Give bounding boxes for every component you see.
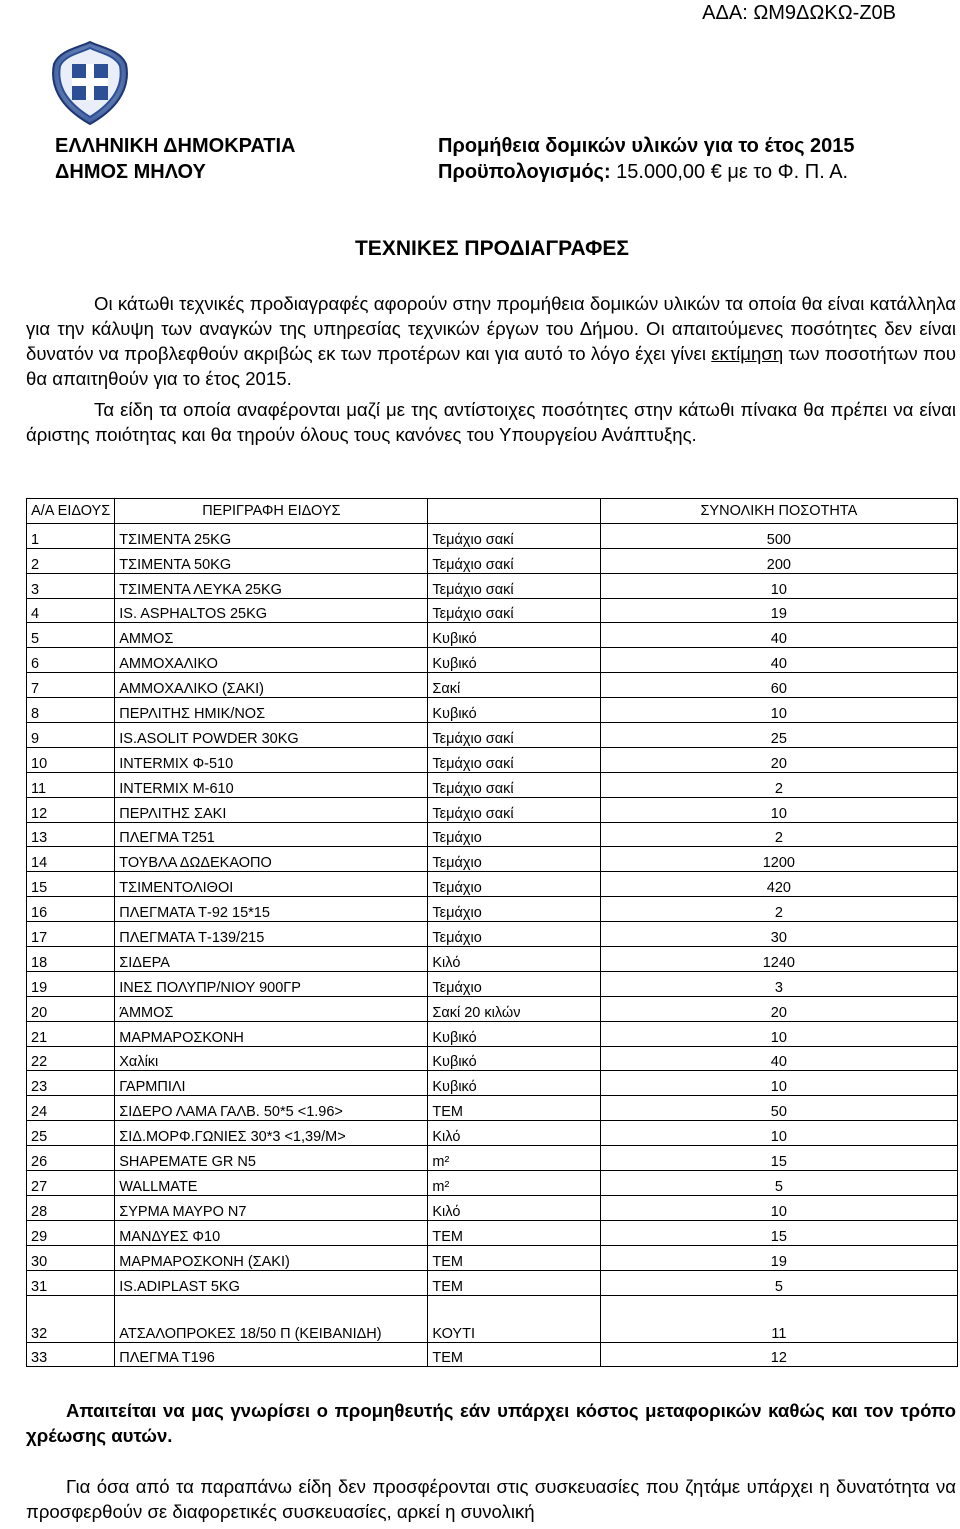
row-description: ΤΣΙΜΕΝΤΟΛΙΘΟΙ	[115, 872, 428, 897]
table-row	[27, 772, 958, 797]
row-unit: Κυβικό	[428, 648, 600, 673]
row-index: 30	[27, 1245, 115, 1270]
table-row	[27, 648, 958, 673]
row-quantity: 10	[600, 797, 957, 822]
row-quantity: 20	[600, 996, 957, 1021]
table-row	[27, 523, 958, 548]
row-quantity: 30	[600, 922, 957, 947]
row-quantity: 10	[600, 1195, 957, 1220]
row-unit: ΤΕΜ	[428, 1342, 600, 1367]
table-row	[27, 598, 958, 623]
row-index: 24	[27, 1096, 115, 1121]
row-description: ΜΑΝΔΥΕΣ Φ10	[115, 1220, 428, 1245]
row-quantity: 15	[600, 1146, 957, 1171]
table-row	[27, 1021, 958, 1046]
row-quantity: 10	[600, 1121, 957, 1146]
row-unit: Κυβικό	[428, 1071, 600, 1096]
intro-paragraph	[26, 291, 956, 391]
row-quantity: 40	[600, 1046, 957, 1071]
table-row	[27, 673, 958, 698]
row-description: ΠΕΡΛΙΤΗΣ ΣΑΚΙ	[115, 797, 428, 822]
row-index: 18	[27, 947, 115, 972]
row-index: 9	[27, 723, 115, 748]
row-description: ΣΙΔ.ΜΟΡΦ.ΓΩΝΙΕΣ 30*3 <1,39/Μ>	[115, 1121, 428, 1146]
row-index: 1	[27, 523, 115, 548]
row-unit: Σακί	[428, 673, 600, 698]
row-quantity: 12	[600, 1342, 957, 1367]
table-row	[27, 1096, 958, 1121]
row-unit: m²	[428, 1146, 600, 1171]
row-unit: ΤΕΜ	[428, 1220, 600, 1245]
row-unit: Κυβικό	[428, 1046, 600, 1071]
row-quantity: 5	[600, 1270, 957, 1295]
row-unit: Κυβικό	[428, 623, 600, 648]
row-index: 21	[27, 1021, 115, 1046]
row-description: INTERMIX M-610	[115, 772, 428, 797]
row-index: 31	[27, 1270, 115, 1295]
row-index: 29	[27, 1220, 115, 1245]
row-unit: Κιλό	[428, 1195, 600, 1220]
row-unit: Τεμάχιο σακί	[428, 723, 600, 748]
row-unit: Τεμάχιο σακί	[428, 523, 600, 548]
row-index: 22	[27, 1046, 115, 1071]
intro-text-a: Οι κάτωθι τεχνικές προδιαγραφές αφορούν στην προμήθεια δομικών υλικών τα οποία θα είναι κατάλληλα για την κάλυψη των αναγκών της υπηρεσίας τεχνικών έργων του Δήμου. Οι απαιτούμενες ποσότητες δεν είναι δυνατόν να προβλεφθούν ακριβώς εκ των προτέρων και για αυτό το λόγο έχει γίνει	[26, 293, 956, 364]
greek-emblem-icon	[50, 40, 130, 126]
row-unit: Κυβικό	[428, 698, 600, 723]
row-unit: Τεμάχιο σακί	[428, 772, 600, 797]
table-row	[27, 1220, 958, 1245]
row-quantity: 200	[600, 548, 957, 573]
issuer-country: ΕΛΛΗΝΙΚΗ ΔΗΜΟΚΡΑΤΙΑ	[55, 135, 296, 157]
row-unit: Τεμάχιο	[428, 822, 600, 847]
table-row	[27, 897, 958, 922]
row-description: ΙΝΕΣ ΠΟΛΥΠΡ/ΝΙΟΥ 900ΓΡ	[115, 971, 428, 996]
row-quantity: 2	[600, 822, 957, 847]
row-index: 28	[27, 1195, 115, 1220]
table-row	[27, 922, 958, 947]
row-description: ΣΙΔΕΡΟ ΛΑΜΑ ΓΑΛΒ. 50*5 <1.96>	[115, 1096, 428, 1121]
row-description: ΠΛΕΓΜΑ Τ251	[115, 822, 428, 847]
row-quantity: 40	[600, 648, 957, 673]
row-description: INTERMIX Φ-510	[115, 747, 428, 772]
row-description: ΑΜΜΟΧΑΛΙΚΟ (ΣΑΚΙ)	[115, 673, 428, 698]
header-description: ΠΕΡΙΓΡΑΦΗ ΕΙΔΟΥΣ	[115, 499, 428, 524]
table-row	[27, 947, 958, 972]
row-index: 2	[27, 548, 115, 573]
row-quantity: 10	[600, 1021, 957, 1046]
row-index: 7	[27, 673, 115, 698]
row-description: IS.ASOLIT POWDER 30KG	[115, 723, 428, 748]
table-row	[27, 847, 958, 872]
row-index: 17	[27, 922, 115, 947]
table-row	[27, 1245, 958, 1270]
row-description: IS. ASPHALTOS 25KG	[115, 598, 428, 623]
budget-value: 15.000,00 € με το Φ. Π. Α.	[610, 161, 849, 183]
transport-cost-note: Απαιτείται να μας γνωρίσει ο προμηθευτής εάν υπάρχει κόστος μεταφορικών καθώς και τον τρόπο χρέωσης αυτών.	[26, 1400, 956, 1446]
row-unit: Τεμάχιο	[428, 872, 600, 897]
table-row	[27, 1071, 958, 1096]
table-row	[27, 1342, 958, 1367]
row-unit: Κιλό	[428, 947, 600, 972]
row-index: 20	[27, 996, 115, 1021]
header-unit	[428, 499, 600, 524]
row-description: ΣΙΔΕΡΑ	[115, 947, 428, 972]
row-unit: Τεμάχιο σακί	[428, 598, 600, 623]
table-row	[27, 723, 958, 748]
row-index: 13	[27, 822, 115, 847]
row-description: ΤΣΙΜΕΝΤΑ ΛΕΥΚΑ 25KG	[115, 573, 428, 598]
row-quantity: 15	[600, 1220, 957, 1245]
table-row	[27, 996, 958, 1021]
row-description: ΓΑΡΜΠΙΛΙ	[115, 1071, 428, 1096]
row-index: 5	[27, 623, 115, 648]
row-index: 33	[27, 1342, 115, 1367]
row-index: 14	[27, 847, 115, 872]
row-quantity: 1200	[600, 847, 957, 872]
row-description: ΠΛΕΓΜΑ Τ196	[115, 1342, 428, 1367]
row-description: WALLMATE	[115, 1171, 428, 1196]
row-unit: Σακί 20 κιλών	[428, 996, 600, 1021]
row-description: ΤΟΥΒΛΑ ΔΩΔΕΚΑΟΠΟ	[115, 847, 428, 872]
row-quantity: 50	[600, 1096, 957, 1121]
row-unit: Τεμάχιο σακί	[428, 797, 600, 822]
row-unit: ΤΕΜ	[428, 1270, 600, 1295]
row-index: 12	[27, 797, 115, 822]
table-row	[27, 623, 958, 648]
row-quantity: 2	[600, 897, 957, 922]
row-unit: ΚΟΥΤΙ	[428, 1295, 600, 1342]
table-row	[27, 1121, 958, 1146]
row-quantity: 40	[600, 623, 957, 648]
table-header-row	[27, 499, 958, 524]
row-quantity: 25	[600, 723, 957, 748]
table-row	[27, 573, 958, 598]
row-index: 11	[27, 772, 115, 797]
row-index: 3	[27, 573, 115, 598]
intro-underlined-word: εκτίμηση	[711, 343, 784, 364]
row-quantity: 500	[600, 523, 957, 548]
row-quantity: 420	[600, 872, 957, 897]
row-unit: Τεμάχιο σακί	[428, 548, 600, 573]
row-quantity: 5	[600, 1171, 957, 1196]
row-index: 16	[27, 897, 115, 922]
row-unit: Τεμάχιο σακί	[428, 747, 600, 772]
row-description: ΆΜΜΟΣ	[115, 996, 428, 1021]
row-description: ΠΛΕΓΜΑΤΑ Τ-92 15*15	[115, 897, 428, 922]
row-unit: Τεμάχιο	[428, 847, 600, 872]
table-row	[27, 747, 958, 772]
row-unit: m²	[428, 1171, 600, 1196]
row-description: ΑΤΣΑΛΟΠΡΟΚΕΣ 18/50 Π (ΚΕΙΒΑΝΙΔΗ)	[115, 1295, 428, 1342]
row-quantity: 20	[600, 747, 957, 772]
table-row	[27, 971, 958, 996]
row-unit: ΤΕΜ	[428, 1096, 600, 1121]
row-description: ΣΥΡΜΑ ΜΑΥΡΟ Ν7	[115, 1195, 428, 1220]
packaging-note: Για όσα από τα παραπάνω είδη δεν προσφέρονται στις συσκευασίες που ζητάμε υπάρχει η δυνατότητα να προσφερθούν σε διαφορετικές συσκευασίες, αρκεί η συνολική	[26, 1476, 956, 1522]
ada-code: ΑΔΑ: ΩΜ9ΔΩΚΩ-Ζ0Β	[702, 2, 896, 24]
row-index: 8	[27, 698, 115, 723]
row-unit: ΤΕΜ	[428, 1245, 600, 1270]
issuer-block	[55, 133, 296, 185]
row-quantity: 19	[600, 1245, 957, 1270]
row-unit: Τεμάχιο	[428, 897, 600, 922]
issuer-municipality: ΔΗΜΟΣ ΜΗΛΟΥ	[55, 161, 206, 183]
row-index: 10	[27, 747, 115, 772]
row-description: ΑΜΜΟΣ	[115, 623, 428, 648]
row-index: 6	[27, 648, 115, 673]
row-index: 15	[27, 872, 115, 897]
procurement-title: Προμήθεια δομικών υλικών για το έτος 2015	[438, 135, 855, 157]
row-quantity: 11	[600, 1295, 957, 1342]
budget-label: Προϋπολογισμός:	[438, 161, 611, 183]
row-index: 27	[27, 1171, 115, 1196]
row-unit: Τεμάχιο	[428, 971, 600, 996]
row-unit: Τεμάχιο σακί	[428, 573, 600, 598]
row-description: ΑΜΜΟΧΑΛΙΚΟ	[115, 648, 428, 673]
page-title: ΤΕΧΝΙΚΕΣ ΠΡΟΔΙΑΓΡΑΦΕΣ	[354, 237, 629, 260]
row-description: Χαλίκι	[115, 1046, 428, 1071]
row-quantity: 60	[600, 673, 957, 698]
row-description: SHAPEMATE GR N5	[115, 1146, 428, 1171]
table-row	[27, 548, 958, 573]
table-row	[27, 822, 958, 847]
row-quantity: 3	[600, 971, 957, 996]
row-quantity: 1240	[600, 947, 957, 972]
row-index: 4	[27, 598, 115, 623]
row-description: ΜΑΡΜΑΡΟΣΚΟΝΗ (ΣΑΚΙ)	[115, 1245, 428, 1270]
row-unit: Τεμάχιο	[428, 922, 600, 947]
row-index: 23	[27, 1071, 115, 1096]
table-row	[27, 797, 958, 822]
table-row	[27, 1195, 958, 1220]
row-description: ΜΑΡΜΑΡΟΣΚΟΝΗ	[115, 1021, 428, 1046]
header-quantity: ΣΥΝΟΛΙΚΗ ΠΟΣΟΤΗΤΑ	[600, 499, 957, 524]
table-row	[27, 1046, 958, 1071]
row-description: ΤΣΙΜΕΝΤΑ 25KG	[115, 523, 428, 548]
table-row	[27, 1146, 958, 1171]
row-quantity: 10	[600, 573, 957, 598]
header-index: Α/Α ΕΙΔΟΥΣ	[27, 499, 115, 524]
table-row	[27, 872, 958, 897]
row-description: ΠΕΡΛΙΤΗΣ ΗΜΙΚ/ΝΟΣ	[115, 698, 428, 723]
table-row	[27, 1171, 958, 1196]
row-unit: Κυβικό	[428, 1021, 600, 1046]
row-description: ΠΛΕΓΜΑΤΑ Τ-139/215	[115, 922, 428, 947]
table-row	[27, 698, 958, 723]
row-quantity: 19	[600, 598, 957, 623]
row-description: ΤΣΙΜΕΝΤΑ 50KG	[115, 548, 428, 573]
quality-paragraph: Τα είδη τα οποία αναφέρονται μαζί με της αντίστοιχες ποσότητες στην κάτωθι πίνακα θα πρέπει να είναι άριστης ποιότητας και θα τηρούν όλους τους κανόνες του Υπουργείου Ανάπτυξης.	[26, 399, 956, 445]
row-quantity: 10	[600, 698, 957, 723]
procurement-block	[438, 133, 855, 185]
row-index: 19	[27, 971, 115, 996]
intro-text-b: των ποσοτήτων που θα απαιτηθούν για το έτος 2015.	[26, 343, 956, 389]
row-index: 32	[27, 1295, 115, 1342]
row-quantity: 10	[600, 1071, 957, 1096]
row-quantity: 2	[600, 772, 957, 797]
row-description: IS.ADIPLAST 5KG	[115, 1270, 428, 1295]
items-table	[26, 498, 958, 1367]
table-row	[27, 1270, 958, 1295]
row-index: 26	[27, 1146, 115, 1171]
table-row	[27, 1295, 958, 1342]
row-index: 25	[27, 1121, 115, 1146]
row-unit: Κιλό	[428, 1121, 600, 1146]
